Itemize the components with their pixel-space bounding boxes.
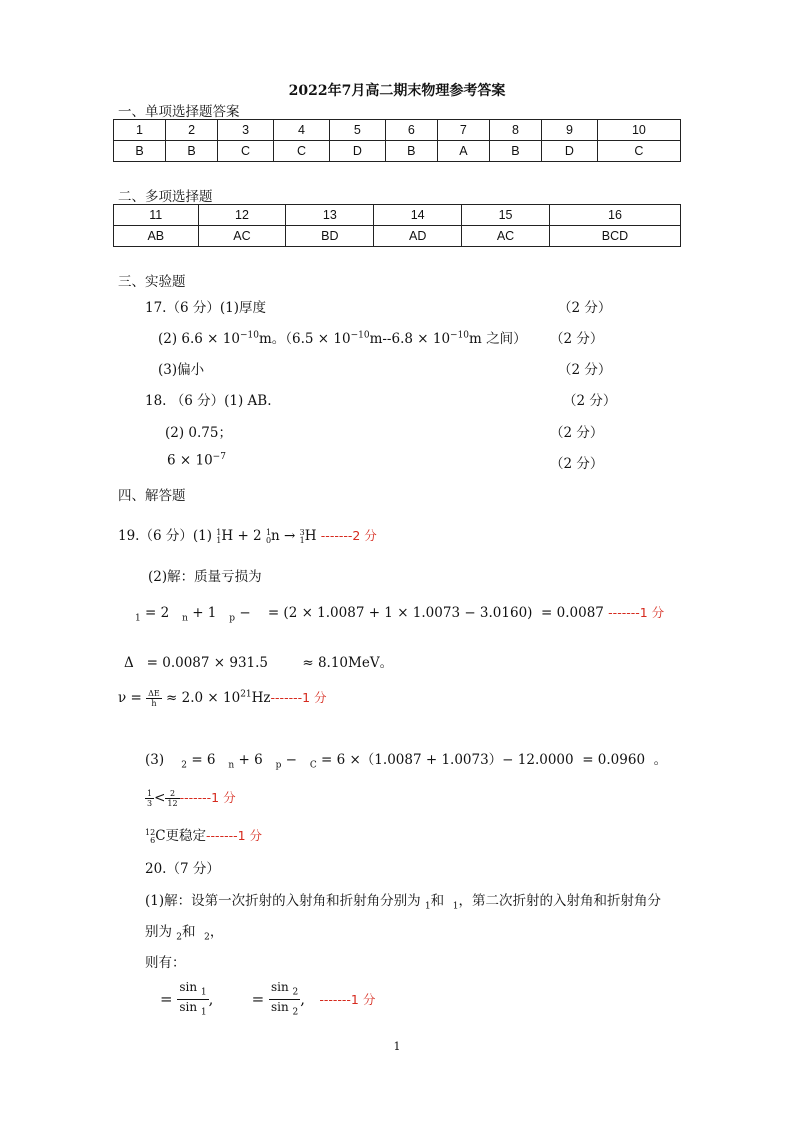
q17-line-2-text: m。（6.5 × 10 xyxy=(258,331,351,347)
q17-points-2: （2 分） xyxy=(550,331,604,347)
subscript: n xyxy=(228,760,235,771)
question-number: 3 xyxy=(218,120,274,141)
subscript: n xyxy=(182,613,188,624)
q17-line-2-text: m 之间） xyxy=(469,331,527,347)
atomic-number: 6 xyxy=(150,835,156,845)
equation-text: < xyxy=(154,790,166,806)
answer-cell: BD xyxy=(286,226,374,247)
q20-text: ，第二次折射的入射角和折射角分 xyxy=(458,893,661,909)
equation-text: H xyxy=(304,528,317,544)
equation-text: − xyxy=(285,752,297,768)
answer-cell: C xyxy=(218,141,274,162)
fraction xyxy=(177,980,208,1020)
q18-line-3 xyxy=(167,452,226,469)
denominator xyxy=(269,1000,300,1019)
q19-label: 19.（6 分）(1) xyxy=(118,528,212,544)
subscript: 1 xyxy=(424,901,431,912)
page-title: 2022年7月高二期末物理参考答案 xyxy=(288,83,506,99)
q18-line-1: 18. （6 分）(1) AB. xyxy=(145,393,272,409)
q20-text: ， xyxy=(209,924,224,940)
equation-text: = xyxy=(251,989,265,1008)
equation-text: = 0.0087 × 931.5 xyxy=(146,655,269,671)
question-number: 8 xyxy=(489,120,541,141)
equation-text: 。 xyxy=(653,752,668,768)
question-number: 2 xyxy=(166,120,218,141)
q18-points-2: （2 分） xyxy=(550,425,604,441)
answer-cell: AC xyxy=(462,226,550,247)
subscript: 2 xyxy=(181,760,188,771)
section-heading-single-choice: 一、单项选择题答案 xyxy=(118,104,240,120)
question-number: 11 xyxy=(114,205,199,226)
equation-text: ≈ 8.10MeV。 xyxy=(302,655,394,671)
q20-text: (1)解：设第一次折射的入射角和折射角分别为 xyxy=(145,893,421,909)
q20-line-1 xyxy=(145,889,661,912)
q17-points-3: （2 分） xyxy=(558,362,612,378)
equation-text: = (2 × 1.0087 + 1 × 1.0073 − 3.0160) xyxy=(267,605,533,621)
equation-text: + 6 xyxy=(238,752,263,768)
q19-line-5 xyxy=(118,688,327,708)
question-number: 13 xyxy=(286,205,374,226)
equation-text: Δ xyxy=(124,655,134,671)
question-number: 1 xyxy=(114,120,166,141)
atomic-number: 1 xyxy=(216,535,222,545)
answer-cell: B xyxy=(385,141,437,162)
q19-line-6 xyxy=(145,748,667,771)
mass-number: 12 xyxy=(145,827,156,837)
q17-line-1: 17.（6 分）(1)厚度 xyxy=(145,300,266,316)
equation-text: , xyxy=(300,989,306,1008)
numerator xyxy=(177,980,208,1000)
subscript: 1 xyxy=(452,901,459,912)
q20-text: 和 xyxy=(430,893,445,909)
answer-cell: BCD xyxy=(549,226,680,247)
q20-line-3: 则有： xyxy=(145,955,186,971)
exponent: −7 xyxy=(212,452,226,462)
fraction xyxy=(269,980,300,1020)
score-marker: -------1 分 xyxy=(206,828,263,843)
q20-text: 别为 xyxy=(145,924,172,940)
question-number: 7 xyxy=(437,120,489,141)
q20-line-2 xyxy=(145,920,223,943)
equation-text: = 0.0960 xyxy=(582,752,646,768)
equation-text: n → xyxy=(271,528,300,544)
subscript: p xyxy=(229,613,236,624)
q17-line-2 xyxy=(158,327,527,347)
q19-line-8 xyxy=(145,824,262,845)
q19-line-1 xyxy=(118,524,377,545)
denominator: 12 xyxy=(167,799,178,808)
q17-line-2-text: m--6.8 × 10 xyxy=(369,331,451,347)
question-number: 5 xyxy=(329,120,385,141)
subscript: 2 xyxy=(292,987,299,998)
sin-text: sin xyxy=(270,980,289,994)
equation-text: = 6 ×（1.0087 + 1.0073）− 12.0000 xyxy=(321,752,574,768)
q17-line-3: (3)偏小 xyxy=(158,362,205,378)
answer-cell: B xyxy=(489,141,541,162)
nuclide-index xyxy=(266,529,271,545)
q18-line-2: (2) 0.75； xyxy=(165,425,232,441)
q18-points-1: （2 分） xyxy=(563,393,617,409)
answer-cell: C xyxy=(274,141,330,162)
equation-text: (3) xyxy=(145,752,165,768)
subscript: 2 xyxy=(292,1007,299,1018)
nuclide-index xyxy=(145,829,155,845)
answer-cell: AB xyxy=(114,226,199,247)
equation-text: = 2 xyxy=(145,605,170,621)
subscript: 1 xyxy=(135,613,141,624)
q19-line-7 xyxy=(145,788,236,808)
equation-text: ν = xyxy=(118,690,142,706)
answer-cell: D xyxy=(329,141,385,162)
table-row xyxy=(114,141,681,162)
subscript: 2 xyxy=(176,932,183,943)
fraction xyxy=(146,689,162,708)
answer-cell: B xyxy=(166,141,218,162)
atomic-number: 1 xyxy=(299,535,305,545)
numerator: 2 xyxy=(165,789,179,799)
exponent: −10 xyxy=(450,330,470,341)
denominator xyxy=(177,1000,208,1019)
answer-cell: D xyxy=(541,141,597,162)
q18-line-3-text: 6 × 10 xyxy=(167,452,213,469)
q19-line-2: (2)解：质量亏损为 xyxy=(148,569,262,585)
equation-text: ≈ 2.0 × 10 xyxy=(166,690,241,706)
nuclide-index xyxy=(300,529,305,545)
q18-points-3: （2 分） xyxy=(550,456,604,472)
question-number: 9 xyxy=(541,120,597,141)
q20-text: 和 xyxy=(182,924,196,940)
equation-text: = 0.0087 xyxy=(541,605,604,621)
denominator: 3 xyxy=(147,799,153,808)
nuclide-index xyxy=(216,529,221,545)
question-number: 14 xyxy=(374,205,462,226)
equation-text: , xyxy=(208,989,214,1008)
exponent: −10 xyxy=(350,330,370,341)
table-row xyxy=(114,226,681,247)
question-number: 12 xyxy=(198,205,286,226)
table-row xyxy=(114,205,681,226)
equation-text: = 6 xyxy=(191,752,216,768)
q17-points-1: （2 分） xyxy=(558,300,612,316)
equation-text: Hz xyxy=(251,690,271,706)
score-marker: -------2 分 xyxy=(320,528,377,543)
mass-number: 3 xyxy=(299,527,305,537)
question-number: 16 xyxy=(549,205,680,226)
answer-cell: B xyxy=(114,141,166,162)
fraction xyxy=(145,789,154,808)
score-marker: -------1 分 xyxy=(319,991,376,1007)
equation-text: = xyxy=(160,989,173,1008)
score-marker: -------1 分 xyxy=(608,605,665,620)
answer-cell: C xyxy=(597,141,680,162)
fraction xyxy=(165,789,179,808)
section-heading-multi-choice: 二、多项选择题 xyxy=(118,189,213,205)
atomic-number: 0 xyxy=(265,535,272,545)
numerator: 1 xyxy=(147,789,153,798)
q19-line-4 xyxy=(124,651,393,671)
subscript: 1 xyxy=(200,1007,207,1018)
single-choice-answer-table xyxy=(113,119,681,162)
mass-number: 1 xyxy=(216,527,222,537)
question-number: 6 xyxy=(385,120,437,141)
equation-text: + 1 xyxy=(192,605,217,621)
sin-text: sin xyxy=(270,1000,289,1015)
question-number: 10 xyxy=(597,120,680,141)
subscript: 1 xyxy=(200,987,207,998)
numerator xyxy=(269,980,300,1000)
exponent: 21 xyxy=(240,689,252,700)
answer-cell: A xyxy=(437,141,489,162)
q19-line-3 xyxy=(135,603,664,624)
score-marker: -------1 分 xyxy=(179,790,236,805)
section-heading-experiment: 三、实验题 xyxy=(118,274,186,290)
q20-label: 20.（7 分） xyxy=(145,861,220,877)
equation-text: − xyxy=(239,605,251,621)
q20-equations xyxy=(160,980,375,1020)
table-row xyxy=(114,120,681,141)
question-number: 4 xyxy=(274,120,330,141)
conclusion-text: C更稳定 xyxy=(155,828,207,844)
page-number: 1 xyxy=(393,1040,401,1053)
subscript: p xyxy=(275,760,282,771)
numerator: ΔE xyxy=(148,689,160,698)
answer-cell: AC xyxy=(198,226,286,247)
sin-text: sin xyxy=(179,980,198,994)
equation-text: H + 2 xyxy=(221,528,266,544)
sin-text: sin xyxy=(179,1000,198,1015)
answer-cell: AD xyxy=(374,226,462,247)
mass-number: 1 xyxy=(265,527,272,537)
question-number: 15 xyxy=(462,205,550,226)
score-marker: -------1 分 xyxy=(270,690,327,705)
denominator: h xyxy=(151,699,157,708)
subscript: C xyxy=(309,760,317,771)
multi-choice-answer-table xyxy=(113,204,681,247)
q17-line-2-text: (2) 6.6 × 10 xyxy=(158,331,240,347)
section-heading-solutions: 四、解答题 xyxy=(118,488,186,504)
subscript: 2 xyxy=(204,932,210,943)
exponent: −10 xyxy=(239,330,259,341)
